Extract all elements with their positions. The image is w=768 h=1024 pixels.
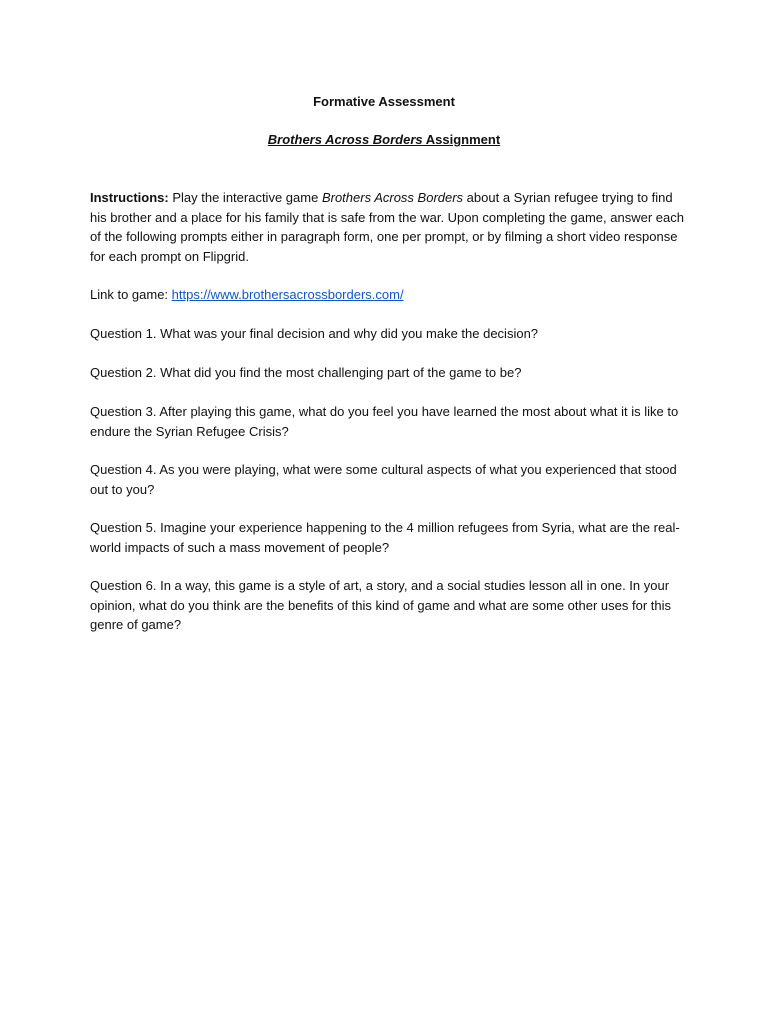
game-link-label: Link to game: <box>90 287 172 302</box>
assignment-title-suffix: Assignment <box>422 132 501 147</box>
question-2: Question 2. What did you find the most challenging part of the game to be? <box>90 365 522 380</box>
assignment-title-game-name: Brothers Across Borders <box>267 132 423 147</box>
question-3: Question 3. After playing this game, what do you feel you have learned the most about what it is like to endure the Syrian Refugee Crisis? <box>90 404 679 439</box>
question-1: Question 1. What was your final decision and why did you make the decision? <box>90 326 539 341</box>
question-5: Question 5. Imagine your experience happening to the 4 million refugees from Syria, what are the real-world impacts of such a mass movement of people? <box>90 520 680 555</box>
instructions-label: Instructions: <box>90 190 169 205</box>
instructions-paragraph <box>90 188 690 266</box>
question-4: Question 4. As you were playing, what were some cultural aspects of what you experienced that stood out to you? <box>90 462 677 497</box>
assignment-title <box>0 132 768 148</box>
question-6: Question 6. In a way, this game is a style of art, a story, and a social studies lesson all in one. In your opinion, what do you think are the benefits of this kind of game and what are some other uses for this genre of game? <box>90 578 672 633</box>
document-title: Formative Assessment <box>313 94 455 109</box>
instructions-game-name: Brothers Across Borders <box>321 190 464 205</box>
game-link-paragraph <box>90 285 690 305</box>
instructions-text-after: about a Syrian refugee trying to find his brother and a place for his family that is safe from the war. Upon completing the game, answer each of the following prompts either in paragraph form, one per prompt, or by filming a short video response for each prompt on Flipgrid. <box>90 190 684 264</box>
game-link[interactable]: https://www.brothersacrossborders.com/ <box>171 287 404 302</box>
instructions-text-before: Play the interactive game <box>168 190 322 205</box>
